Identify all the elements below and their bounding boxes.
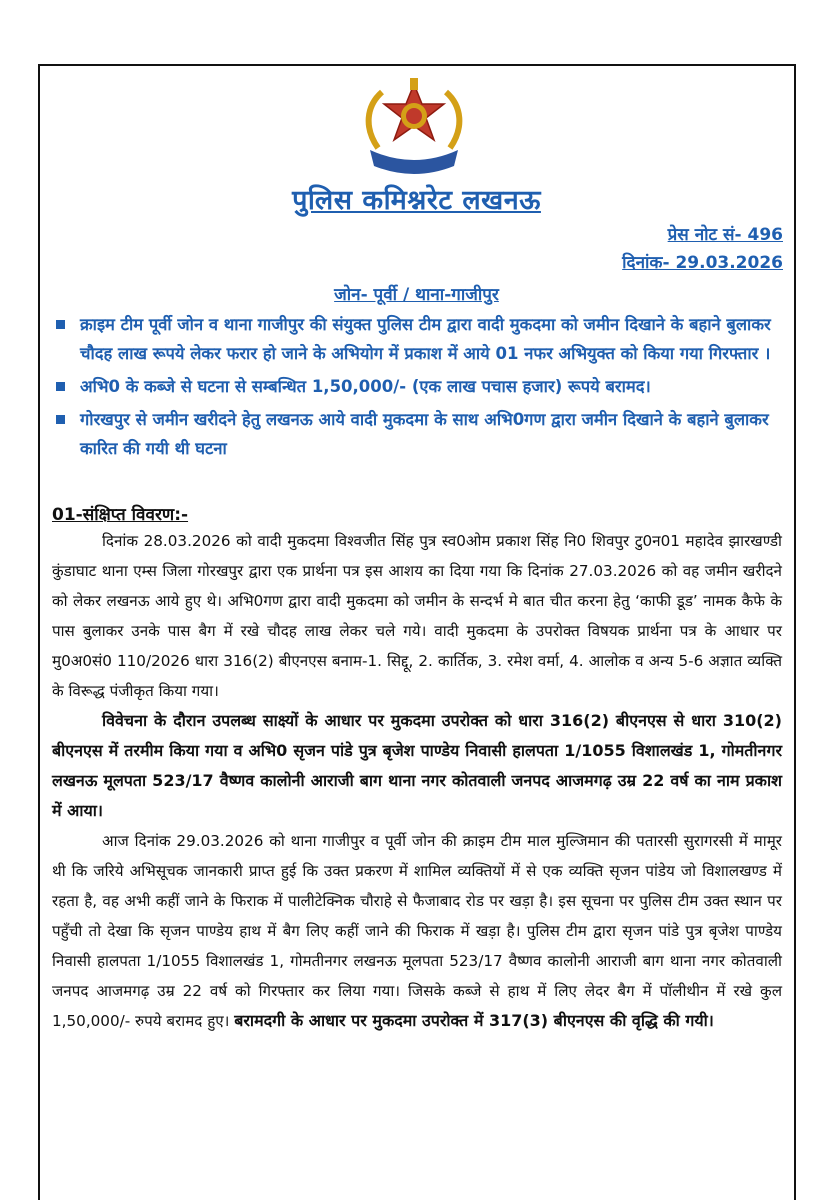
list-item bbox=[52, 310, 792, 368]
paragraph-arrest bbox=[52, 826, 782, 1036]
body-text bbox=[52, 526, 782, 1036]
press-note-date: दिनांक- 29.03.2026 bbox=[622, 253, 783, 273]
square-bullet-icon bbox=[56, 415, 65, 424]
bullet-text: गोरखपुर से जमीन खरीदने हेतु लखनऊ आये वादी मुकदमा के साथ अभि0गण द्वारा जमीन दिखाने के बहाने बुलाकर कारित की गयी थी घटना bbox=[80, 410, 769, 458]
list-item bbox=[52, 372, 792, 401]
bullet-text: अभि0 के कब्जे से घटना से सम्बन्धित 1,50,000/- (एक लाख पचास हजार) रूपये बरामद। bbox=[80, 377, 651, 396]
section-heading: 01-संक्षिप्त विवरण:- bbox=[52, 505, 189, 525]
paragraph-investigation: विवेचना के दौरान उपलब्ध साक्ष्यों के आधार पर मुकदमा उपरोक्त को धारा 316(2) बीएनएस से धारा 310(2) बीएनएस में तरमीम किया गया व अभि0 सृजन पांडे पुत्र बृजेश पाण्डेय निवासी हालपता 1/1055 विशालखंड 1, गोमतीनगर लखनऊ मूलपता 523/17 वैष्णव कालोनी आराजी बाग थाना नगर कोतवाली जनपद आजमगढ़ उम्र 22 वर्ष का नाम प्रकाश में आया। bbox=[52, 711, 782, 820]
bullet-text: क्राइम टीम पूर्वी जोन व थाना गाजीपुर की संयुक्त पुलिस टीम द्वारा वादी मुकदमा को जमीन दिखाने के बहाने बुलाकर चौदह लाख रूपये लेकर फरार हो जाने के अभियोग में प्रकाश में आये 01 नफर अभियुक्त को किया गया गिरफ्तार । bbox=[80, 315, 771, 363]
square-bullet-icon bbox=[56, 320, 65, 329]
list-item bbox=[52, 405, 792, 463]
press-note-number: प्रेस नोट सं- 496 bbox=[667, 225, 783, 245]
arrest-text-bold: बरामदगी के आधार पर मुकदमा उपरोक्त में 317(3) बीएनएस की वृद्धि की गयी। bbox=[234, 1011, 714, 1030]
paragraph-complaint: दिनांक 28.03.2026 को वादी मुकदमा विश्वजीत सिंह पुत्र स्व0ओम प्रकाश सिंह नि0 शिवपुर टु0न01 महादेव झारखण्डी कुंडाघाट थाना एम्स जिला गोरखपुर द्वारा एक प्रार्थना पत्र इस आशय का दिया गया कि दिनांक 27.03.2026 को वह जमीन खरीदने को लेकर लखनऊ आये हुए थे। अभि0गण द्वारा वादी मुकदमा को जमीन के सन्दर्भ मे बात चीत करना हेतु ‘काफी डूड’ नामक कैफे के पास बुलाकर उनके पास बैग में रखे चौदह लाख लेकर चले गये। वादी मुकदमा के उपरोक्त विषयक प्रार्थना पत्र के आधार पर मु0अ0सं0 110/2026 धारा 316(2) बीएनएस बनाम-1. सिद्दू, 2. कार्तिक, 3. रमेश वर्मा, 4. आलोक व अन्य 5-6 अज्ञात व्यक्ति के विरूद्ध पंजीकृत किया गया। bbox=[52, 532, 782, 700]
square-bullet-icon bbox=[56, 382, 65, 391]
zone-label: जोन- पूर्वी / थाना-गाजीपुर bbox=[334, 285, 499, 305]
up-police-emblem-icon bbox=[356, 78, 472, 176]
page-title: पुलिस कमिश्नरेट लखनऊ bbox=[292, 185, 541, 216]
highlights-list bbox=[52, 310, 792, 467]
arrest-text: आज दिनांक 29.03.2026 को थाना गाजीपुर व पूर्वी जोन की क्राइम टीम माल मुल्जिमान की पतारसी सुरागरसी में मामूर थी कि जरिये अभिसूचक जानकारी प्राप्त हुई कि उक्त प्रकरण में शामिल व्यक्तियों में से एक व्यक्ति सृजन पांडेय जो विशालखण्ड में रहता है, वह अभी कहीं जाने के फिराक में पालीटेक्निक चौराहे से फैजाबाद रोड पर खड़ा है। इस सूचना पर पुलिस टीम उक्त स्थान पर पहुँची तो देखा कि सृजन पाण्डेय हाथ में बैग लिए कहीं जाने की फिराक में खड़ा है। पुलिस टीम द्वारा सृजन पांडे पुत्र बृजेश पाण्डेय निवासी हालपता 1/1055 विशालखंड 1, गोमतीनगर लखनऊ मूलपता 523/17 वैष्णव कालोनी आराजी बाग थाना नगर कोतवाली जनपद आजमगढ़ उम्र 22 वर्ष को गिरफ्तार कर लिया गया। जिसके कब्जे से हाथ में लिए लेदर बैग में पॉलीथीन में रखे कुल 1,50,000/- रुपये बरामद हुए। bbox=[52, 832, 782, 1030]
